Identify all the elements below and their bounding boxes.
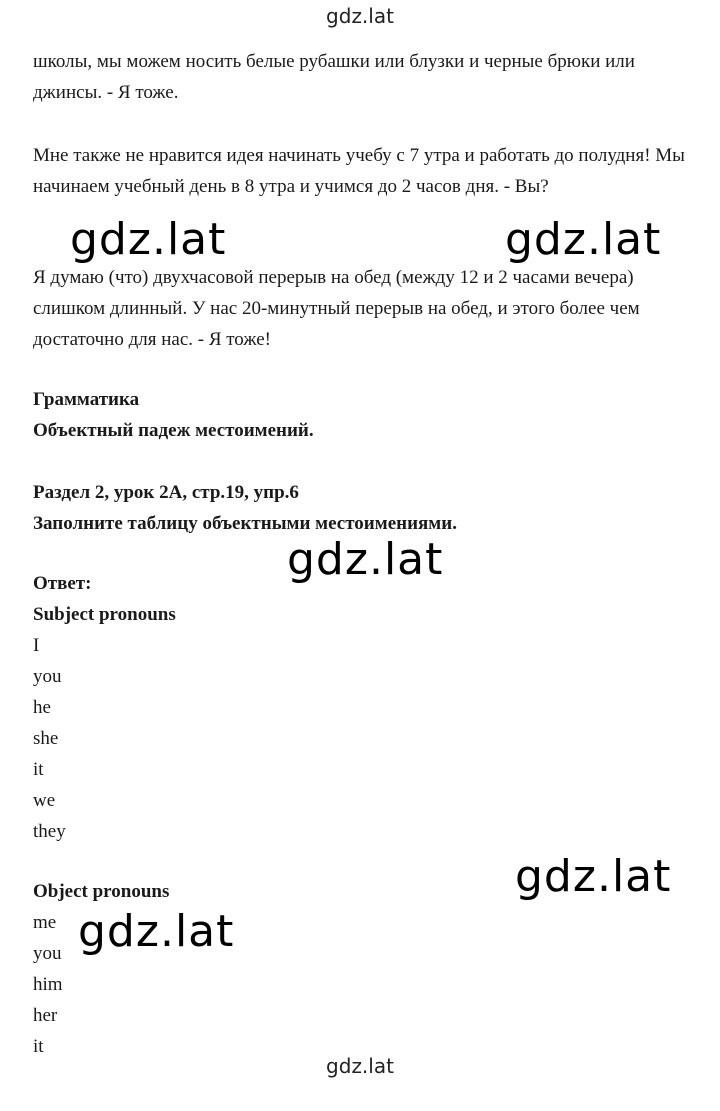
- list-item: he: [33, 697, 51, 718]
- object-pronouns-list: [33, 907, 63, 1062]
- list-item: she: [33, 728, 59, 749]
- site-footer-label: gdz.lat: [326, 1054, 394, 1078]
- list-item: him: [33, 974, 63, 995]
- answer-label: Ответ:: [33, 573, 92, 594]
- list-item: it: [33, 759, 44, 780]
- grammar-heading: Грамматика: [33, 389, 140, 410]
- list-item: you: [33, 666, 62, 687]
- site-header-label: gdz.lat: [326, 4, 394, 28]
- watermark: gdz.lat: [505, 214, 662, 265]
- exercise-task: Заполните таблицу объектными местоимениями.: [33, 513, 457, 534]
- list-item: you: [33, 943, 62, 964]
- list-item: her: [33, 1005, 58, 1026]
- paragraph-school-hours: Мне также не нравится идея начинать учебу с 7 утра и работать до полудня! Мы начинаем учебный день в 8 утра и учимся до 2 часов дня. - Вы?: [33, 145, 685, 197]
- list-item: it: [33, 1036, 44, 1057]
- grammar-subheading: Объектный падеж местоимений.: [33, 420, 314, 441]
- subject-pronouns-title: Subject pronouns: [33, 604, 176, 625]
- watermark: gdz.lat: [70, 214, 227, 265]
- subject-pronouns-list: [33, 630, 66, 847]
- watermark: gdz.lat: [78, 906, 235, 957]
- list-item: they: [33, 821, 66, 842]
- list-item: I: [33, 635, 40, 656]
- exercise-reference: Раздел 2, урок 2А, стр.19, упр.6: [33, 482, 299, 503]
- object-pronouns-title: Object pronouns: [33, 881, 170, 902]
- paragraph-lunch-break: Я думаю (что) двухчасовой перерыв на обед (между 12 и 2 часами вечера) слишком длинный. У нас 20-минутный перерыв на обед, и этого более чем достаточно для нас. - Я тоже!: [33, 267, 640, 350]
- watermark: gdz.lat: [287, 534, 444, 585]
- paragraph-uniform: школы, мы можем носить белые рубашки или блузки и черные брюки или джинсы. - Я тоже.: [33, 51, 635, 103]
- list-item: me: [33, 912, 57, 933]
- watermark: gdz.lat: [515, 851, 672, 902]
- list-item: we: [33, 790, 56, 811]
